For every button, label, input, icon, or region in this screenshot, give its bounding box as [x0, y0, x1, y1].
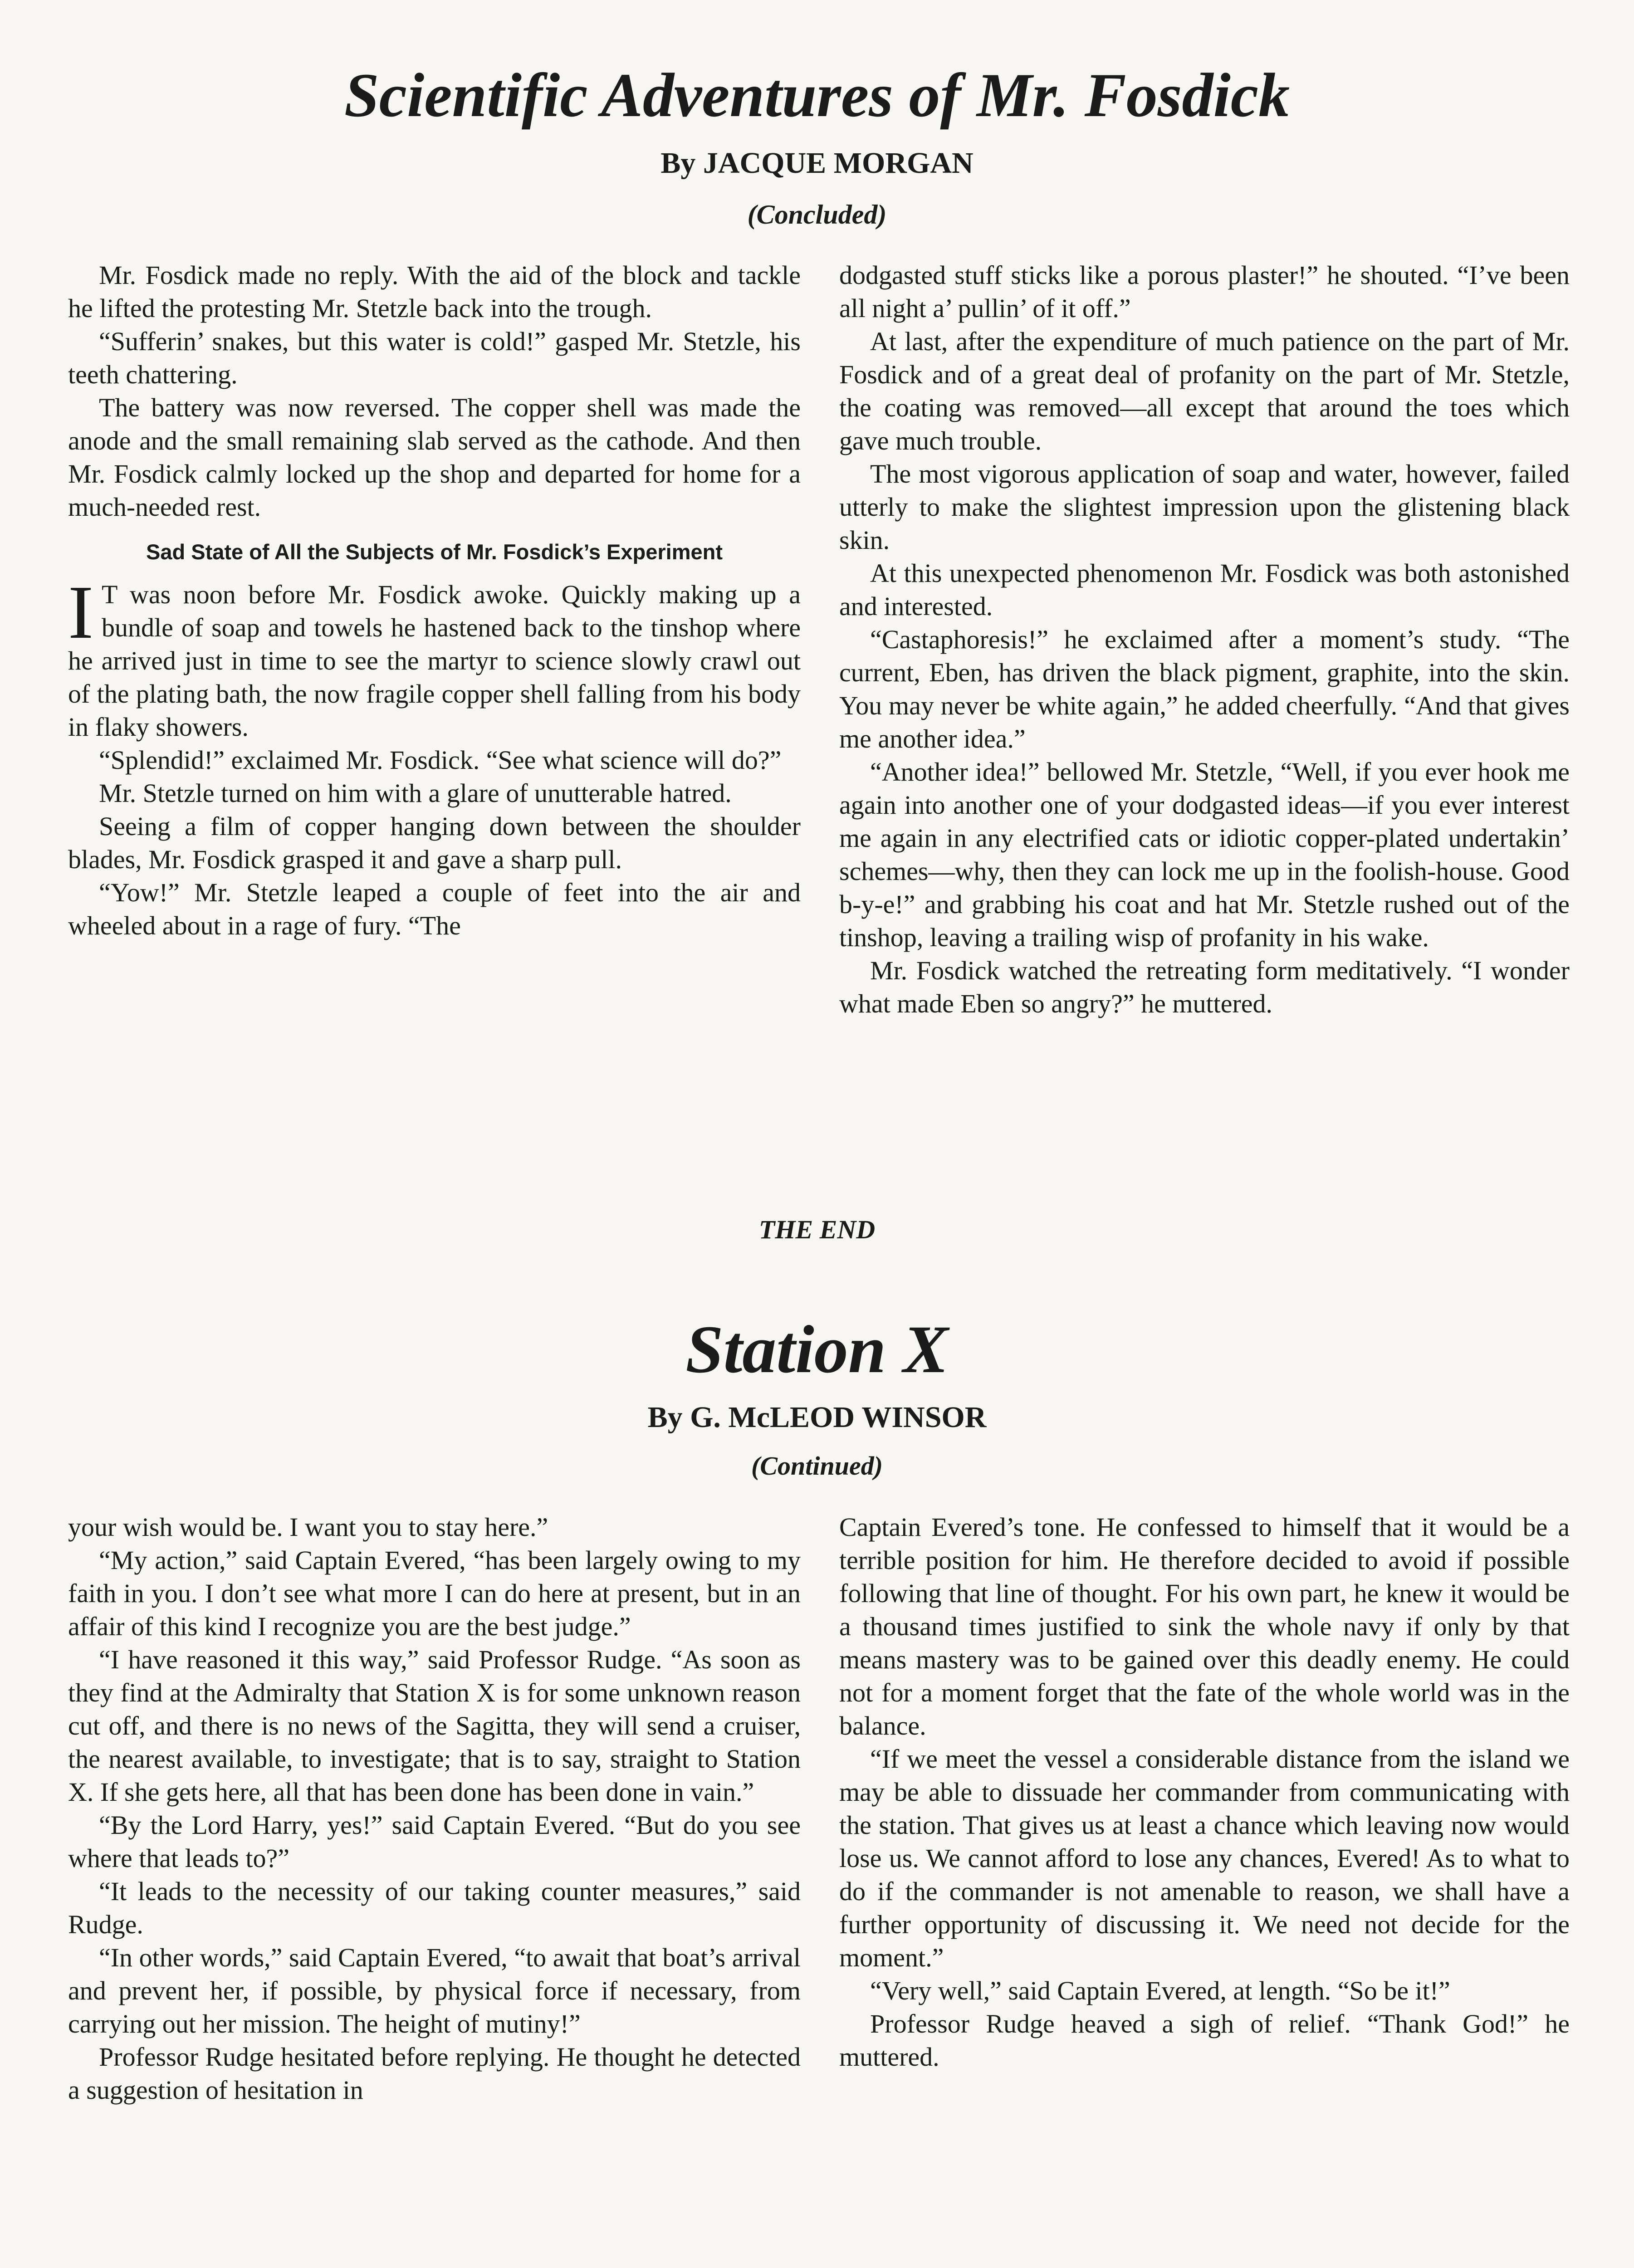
story2-left-paragraph: “It leads to the necessity of our taking counter measures,” said Rudge. — [68, 1877, 801, 1939]
story2-right-paragraph: “Very well,” said Captain Evered, at length. “So be it!” — [870, 1976, 1450, 2005]
story2-right-column — [839, 1510, 1570, 2073]
story1-dropcap-paragraph — [68, 570, 801, 743]
story1-right-paragraph: “Another idea!” bellowed Mr. Stetzle, “Well, if you ever hook me again into another one of your dodgasted ideas—if you ever interest me again in any electrified cats or idiotic copper-plated undertakin’ schemes—why, then they can lock me up in the foolish-house. Good b-y-e!” and grabbing his coat and hat Mr. Stetzle rushed out of the tinshop, leaving a trailing wisp of profanity in his wake. — [839, 757, 1570, 952]
story2-right-continuation: Captain Evered’s tone. He confessed to himself that it would be a terrible position for him. He therefore decided to avoid if possible following that line of thought. For his own part, he knew it would be a thousand times justified to sink the whole navy if only by that means mastery was to be gained over this deadly enemy. He could not for a moment forget that the fate of the whole world was in the balance. — [839, 1512, 1570, 1740]
story1-status: (Concluded) — [747, 200, 887, 230]
story1-right-paragraph: Mr. Fosdick watched the retreating form meditatively. “I wonder what made Eben so angry?” he muttered. — [839, 956, 1570, 1018]
story1-left-paragraph: “Yow!” Mr. Stetzle leaped a couple of feet into the air and wheeled about in a rage of fury. “The — [68, 878, 801, 940]
story1-left-paragraph: Seeing a film of copper hanging down between the shoulder blades, Mr. Fosdick grasped it and gave a sharp pull. — [68, 811, 801, 874]
story1-left-column — [68, 259, 801, 942]
drop-cap-letter: I — [68, 570, 93, 655]
story2-byline: By G. McLEOD WINSOR — [647, 1401, 987, 1434]
story2-left-paragraph: “I have reasoned it this way,” said Professor Rudge. “As soon as they find at the Admiralty that Station X is for some unknown reason cut off, and there is no news of the Sagitta, they will send a cruiser, the nearest available, to investigate; that is to say, straight to Station X. If she gets here, all that has been done has been done in vain.” — [68, 1645, 801, 1807]
story2-title: Station X — [685, 1312, 949, 1387]
story1-left-paragraph: Mr. Fosdick made no reply. With the aid of the block and tackle he lifted the protesting Mr. Stetzle back into the trough. — [68, 260, 801, 323]
story2-left-paragraph: “In other words,” said Captain Evered, “to await that boat’s arrival and prevent her, if possible, by physical force if necessary, from carrying out her mission. The height of mutiny!” — [68, 1943, 801, 2038]
dropcap-paragraph-text: T was noon before Mr. Fosdick awoke. Quickly making up a bundle of soap and towels he hastened back to the tinshop where he arrived just in time to see the martyr to science slowly crawl out of the plating bath, the now fragile copper shell falling from his body in flaky showers. — [68, 580, 801, 742]
story1-right-paragraph: At last, after the expenditure of much patience on the part of Mr. Fosdick and of a great deal of profanity on the part of Mr. Stetzle, the coating was removed—all except that around the toes which gave much trouble. — [839, 327, 1570, 455]
story1-right-column — [839, 259, 1570, 1020]
story1-left-paragraph: “Sufferin’ snakes, but this water is cold!” gasped Mr. Stetzle, his teeth chattering. — [68, 327, 801, 389]
story1-left-paragraph: The battery was now reversed. The copper shell was made the anode and the small remaining slab served as the cathode. And then Mr. Fosdick calmly locked up the shop and departed for home for a much-needed rest. — [68, 393, 801, 522]
story1-right-paragraph: The most vigorous application of soap and water, however, failed utterly to make the slightest impression upon the glistening black skin. — [839, 459, 1570, 555]
story2-left-continuation: your wish would be. I want you to stay here.” — [68, 1512, 548, 1542]
story1-end-mark: THE END — [758, 1215, 876, 1244]
story2-status: (Continued) — [751, 1451, 883, 1481]
story2-right-paragraph: “If we meet the vessel a considerable distance from the island we may be able to dissuade her commander from communicating with the station. That gives us at least a chance which leaving now would lose us. We cannot afford to lose any chances, Evered! As to what to do if the commander is not amenable to reason, we shall have a further opportunity of discussing it. We need not decide for the moment.” — [839, 1744, 1570, 1972]
story1-subheading: Sad State of All the Subjects of Mr. Fosdick’s Experiment — [146, 540, 723, 564]
story2-left-paragraph: “By the Lord Harry, yes!” said Captain Evered. “But do you see where that leads to?” — [68, 1810, 801, 1873]
story2-left-paragraph: “My action,” said Captain Evered, “has been largely owing to my faith in you. I don’t see what more I can do here at present, but in an affair of this kind I recognize you are the best judge.” — [68, 1545, 801, 1641]
story1-title: Scientific Adventures of Mr. Fosdick — [344, 60, 1290, 130]
story2-left-paragraph: Professor Rudge hesitated before replying. He thought he detected a suggestion of hesitation in — [68, 2042, 801, 2105]
story1-left-paragraph: Mr. Stetzle turned on him with a glare of unutterable hatred. — [99, 778, 732, 808]
story1-right-continuation: dodgasted stuff sticks like a porous plaster!” he shouted. “I’ve been all night a’ pullin’ of it off.” — [839, 260, 1570, 323]
story1-byline: By JACQUE MORGAN — [660, 147, 974, 180]
story1-left-paragraph: “Splendid!” exclaimed Mr. Fosdick. “See what science will do?” — [99, 745, 782, 775]
story1-right-paragraph: At this unexpected phenomenon Mr. Fosdick was both astonished and interested. — [839, 558, 1570, 621]
story2-left-column — [68, 1510, 801, 2107]
story1-right-paragraph: “Castaphoresis!” he exclaimed after a moment’s study. “The current, Eben, has driven the black pigment, graphite, into the skin. You may never be white again,” he added cheerfully. “And that gives me another idea.” — [839, 625, 1570, 753]
story2-right-paragraph: Professor Rudge heaved a sigh of relief. “Thank God!” he muttered. — [839, 2009, 1570, 2072]
